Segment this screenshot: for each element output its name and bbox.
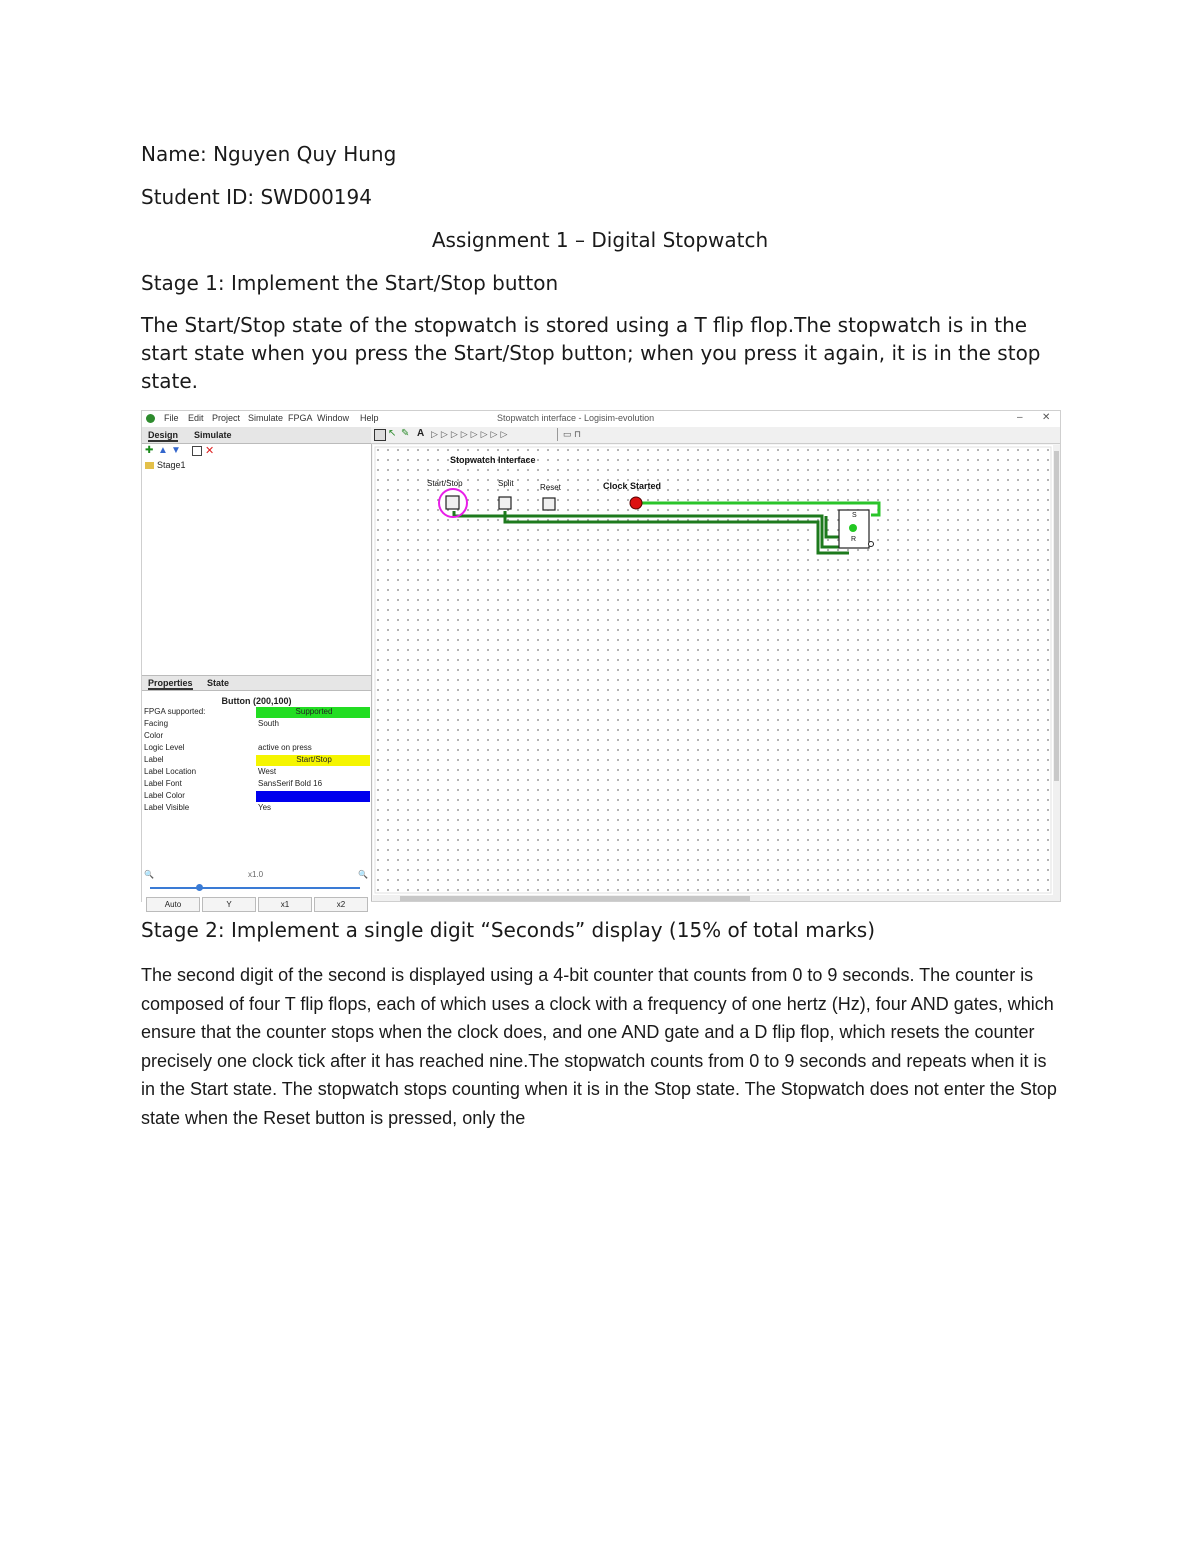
label-reset: Reset	[540, 483, 561, 492]
move-up-icon[interactable]: ▲	[158, 445, 168, 456]
zoom-level: x1.0	[248, 870, 264, 879]
menu-project[interactable]: Project	[212, 413, 241, 423]
split-button	[499, 497, 511, 509]
property-key: Label	[144, 755, 164, 764]
reset-button	[543, 498, 555, 510]
property-value[interactable]: South	[258, 719, 279, 728]
property-key: FPGA supported:	[144, 707, 206, 716]
stage1-heading: Stage 1: Implement the Start/Stop button	[141, 271, 559, 295]
stage2-paragraph: The second digit of the second is displayed using a 4-bit counter that counts from 0 to 9 seconds. The counter is composed of four T flip flops, each of which uses a clock with a frequency of one hertz (Hz), four AND gates, which ensure that the counter stops when the clock does, and one AND gate and a D flip flop, which resets the counter precisely one clock tick after it has reached nine.The stopwatch counts from 0 to 9 seconds and repeats when it is in the Start state. The stopwatch stops counting when it is in the Stop state. The Stopwatch does not enter the Stop state when the Reset button is pressed, only the	[141, 965, 1057, 1128]
startstop-wire	[454, 511, 849, 547]
stage1-paragraph: The Start/Stop state of the stopwatch is stored using a T flip flop.The stopwatch is in the start state when you press the Start/Stop button; when you press it again, it is in the stop state.	[141, 313, 1041, 393]
student-name: Name: Nguyen Quy Hung	[141, 142, 397, 166]
tree-item-label: Stage1	[157, 460, 186, 470]
assignment-title: Assignment 1 – Digital Stopwatch	[431, 228, 769, 252]
zoom-preset-button[interactable]: x2	[314, 897, 368, 912]
property-value[interactable]: Supported	[256, 707, 370, 718]
canvas-frame	[375, 447, 1051, 893]
property-value[interactable]: Start/Stop	[256, 755, 370, 766]
logisim-screenshot	[141, 410, 1061, 909]
props-title: Button (200,100)	[221, 696, 292, 706]
circuit-drawing	[142, 411, 1060, 901]
startstop-button	[446, 496, 459, 509]
property-key: Label Font	[144, 779, 182, 788]
clock-started-led	[630, 497, 642, 509]
tab-state[interactable]: State	[207, 678, 230, 688]
add-circuit-icon[interactable]: ✚	[145, 445, 154, 456]
property-value[interactable]: West	[258, 767, 277, 776]
label-clock-started: Clock Started	[603, 481, 662, 491]
ff-input-wire	[826, 516, 839, 537]
gate-tools-icon[interactable]: ▷▷▷▷▷▷▷▷	[431, 429, 511, 439]
property-key: Facing	[144, 719, 169, 728]
minimize-button[interactable]: –	[1017, 412, 1023, 423]
wire-tool-icon[interactable]: ✎	[401, 428, 410, 439]
menu-fpga[interactable]: FPGA	[288, 413, 313, 423]
layout-tools-icon[interactable]: ▭ ⊓	[563, 429, 582, 439]
horizontal-scroll-thumb[interactable]	[400, 896, 750, 901]
student-id: Student ID: SWD00194	[141, 185, 372, 209]
property-value[interactable]: Yes	[258, 803, 272, 812]
menu-window[interactable]: Window	[317, 413, 350, 423]
delete-icon[interactable]: ✕	[205, 445, 215, 457]
property-key: Label Color	[144, 791, 185, 800]
property-value[interactable]: SansSerif Bold 16	[258, 779, 323, 788]
close-button[interactable]: ✕	[1042, 412, 1051, 423]
ff-state-indicator	[849, 524, 857, 532]
menu-simulate[interactable]: Simulate	[248, 413, 284, 423]
zoom-in-icon[interactable]: 🔍	[358, 870, 368, 879]
property-key: Logic Level	[144, 743, 185, 752]
property-key: Label Location	[144, 767, 197, 776]
property-key: Color	[144, 731, 164, 740]
label-split: Split	[498, 479, 514, 488]
zoom-preset-button[interactable]: Y	[202, 897, 256, 912]
label-startstop: Start/Stop	[427, 479, 463, 488]
menu-help[interactable]: Help	[360, 413, 379, 423]
tab-design[interactable]: Design	[148, 430, 179, 440]
stage2-heading: Stage 2: Implement a single digit “Seconds” display (15% of total marks)	[141, 918, 876, 942]
menu-file[interactable]: File	[164, 413, 179, 423]
zoom-preset-button[interactable]: Auto	[146, 897, 200, 912]
edit-tool-icon[interactable]: ↖	[388, 428, 397, 439]
move-down-icon[interactable]: ▼	[171, 445, 181, 456]
tab-simulate[interactable]: Simulate	[194, 430, 232, 440]
menu-edit[interactable]: Edit	[188, 413, 204, 423]
tab-properties[interactable]: Properties	[148, 678, 193, 688]
ff-inverted-output	[869, 542, 874, 547]
text-tool-icon[interactable]: A	[417, 428, 425, 439]
window-title: Stopwatch interface - Logisim-evolution	[497, 413, 655, 423]
property-key: Label Visible	[144, 803, 190, 812]
zoom-preset-button[interactable]: x1	[258, 897, 312, 912]
canvas-heading: Stopwatch Interface	[450, 455, 536, 465]
zoom-out-icon[interactable]: 🔍	[144, 870, 154, 879]
vertical-scroll-thumb[interactable]	[1054, 451, 1059, 781]
ff-pin-r: R	[851, 536, 857, 543]
ff-pin-s: S	[852, 512, 857, 519]
property-value[interactable]: active on press	[258, 743, 312, 752]
